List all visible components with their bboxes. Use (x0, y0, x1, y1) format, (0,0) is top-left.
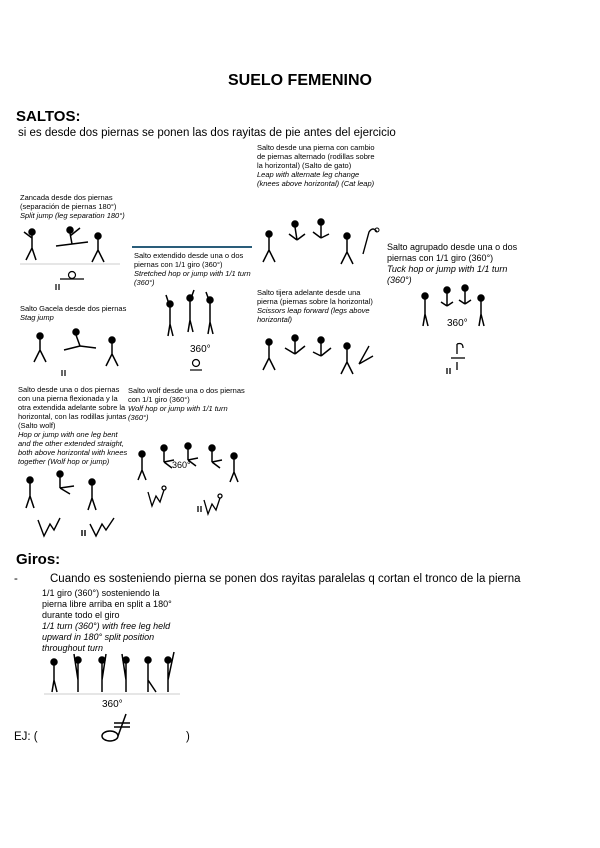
caption-stag-jump: Salto Gacela desde dos piernas Stag jump (20, 304, 127, 322)
divider (132, 246, 252, 248)
caption-wolf-jump-turn: Salto wolf desde una o dos piernas con 1/1 giro (360°) Wolf hop or jump with 1/1 turn (360°) (128, 386, 245, 422)
split-jump-figure (20, 222, 130, 294)
caption-tuck-jump-turn: Salto agrupado desde una o dos piernas con 1/1 giro (360°) Tuck hop or jump with 1/1 turn (360°) (387, 242, 518, 285)
deg-label: 360° (172, 460, 191, 470)
cat-leap-figure (255, 212, 395, 268)
ej-close: ) (186, 731, 190, 743)
caption-cat-leap: Salto desde una pierna con cambio de piernas alternado (rodillas sobre la horizontal) (Salto de gato) Leap with alternate leg change (knees above horizontal) (Cat leap) (257, 143, 375, 188)
scissors-leap-figure (255, 330, 385, 378)
giros-bullet: - (14, 573, 18, 585)
tuck-jump-figure (415, 282, 505, 377)
deg-label: 360° (190, 344, 211, 355)
saltos-note: si es desde dos piernas se ponen las dos rayitas de pie antes del ejercicio (18, 127, 396, 139)
turn-symbol (98, 710, 138, 746)
giros-note: Cuando es sosteniendo pierna se ponen dos rayitas paralelas q cortan el tronco de la pierna (50, 573, 521, 585)
caption-stretched-jump-turn: Salto extendido desde una o dos piernas con 1/1 giro (360°) Stretched hop or jump with 1/1 turn (360°) (134, 251, 251, 287)
stag-jump-figure (20, 322, 130, 380)
caption-turn-split: 1/1 giro (360°) sosteniendo la pierna libre arriba en split a 180° durante todo el giro 1/1 turn (360°) with free leg held upward in 180° split position throughout turn (42, 588, 172, 653)
caption-scissors-leap: Salto tijera adelante desde una pierna (piernas sobre la horizontal) Scissors leap forward (legs above horizontal) (257, 288, 373, 324)
wolf-turn-figure (130, 440, 250, 522)
saltos-heading: SALTOS: (16, 108, 81, 125)
deg-label: 360° (447, 318, 468, 329)
stretched-jump-figure (160, 290, 240, 380)
caption-wolf-jump: Salto desde una o dos piernas con una pierna flexionada y la otra extendida adelante sobre la horizontal, con las rodillas juntas (Salto wolf) Hop or jump with one leg bent and the other extended straight, both above horizontal with knees together (Wolf hop or jump) (18, 385, 128, 466)
ej-open: EJ: ( (14, 731, 38, 743)
caption-split-jump: Zancada desde dos piernas (separación de piernas 180°) Split jump (leg separation 180°) (20, 193, 125, 220)
deg-label: 360° (102, 699, 123, 710)
page-title: SUELO FEMENINO (227, 72, 372, 89)
giros-heading: Giros: (16, 551, 61, 568)
turn-split-figure (44, 650, 184, 712)
wolf-jump-figure (20, 460, 130, 540)
